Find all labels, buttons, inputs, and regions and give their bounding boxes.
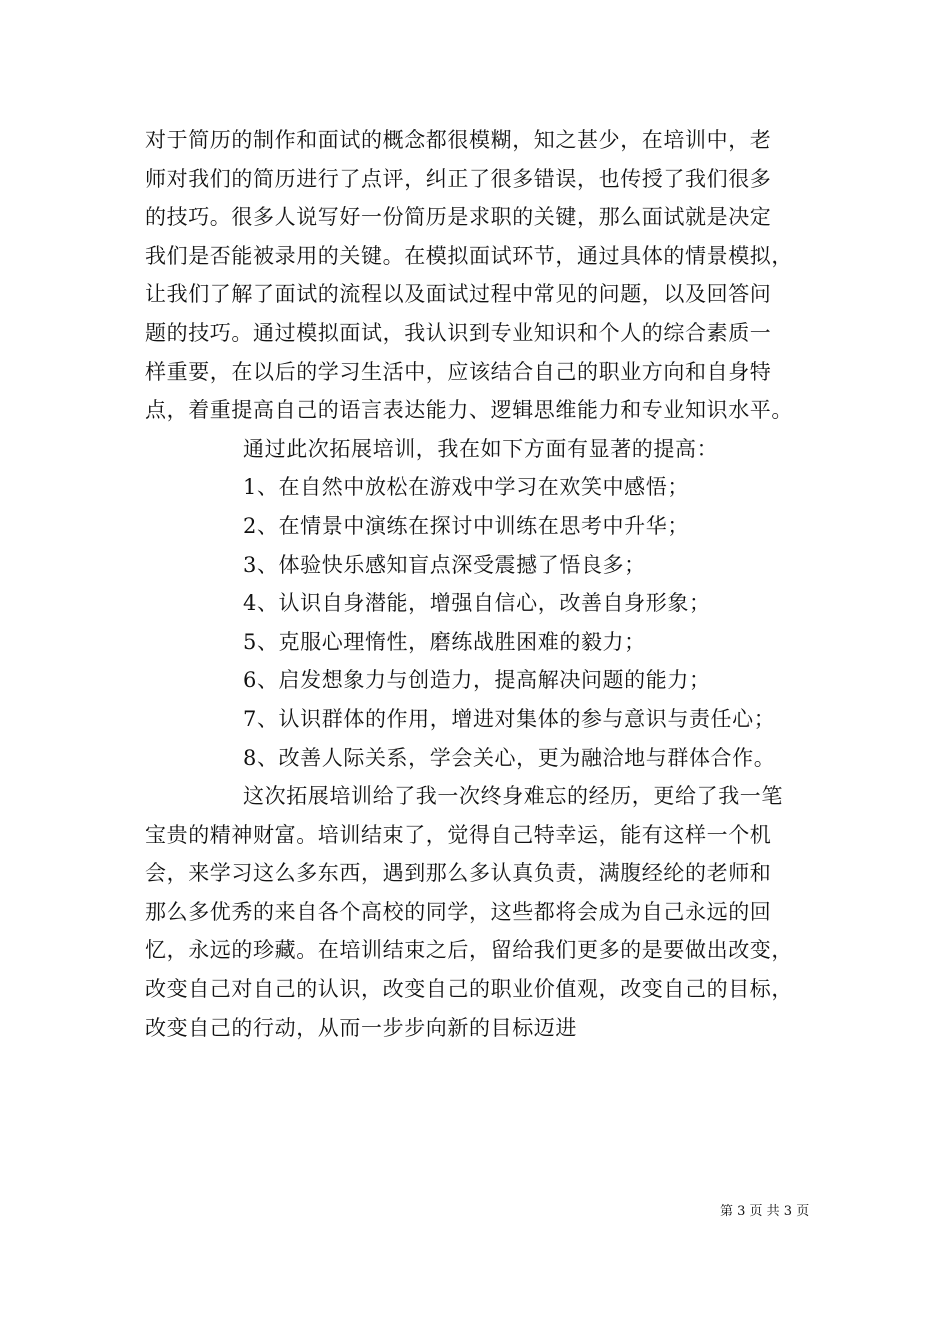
list-item: 8、改善人际关系，学会关心，更为融洽地与群体合作。 bbox=[243, 745, 776, 770]
paragraph-line: 对于简历的制作和面试的概念都很模糊，知之甚少，在培训中，老 bbox=[145, 128, 772, 152]
paragraph-line: 的技巧。很多人说写好一份简历是求职的关键，那么面试就是决定 bbox=[145, 205, 772, 230]
paragraph-line: 忆，永远的珍藏。在培训结束之后，留给我们更多的是要做出改变， bbox=[145, 938, 793, 963]
paragraph-line: 这次拓展培训给了我一次终身难忘的经历，更给了我一笔 bbox=[243, 784, 783, 809]
page-number: 第 3 页 共 3 页 bbox=[720, 1204, 810, 1219]
paragraph-line: 宝贵的精神财富。培训结束了，觉得自己特幸运，能有这样一个机 bbox=[145, 822, 772, 847]
paragraph-line: 点，着重提高自己的语言表达能力、逻辑思维能力和专业知识水平。 bbox=[145, 398, 793, 423]
paragraph-line: 改变自己的行动，从而一步步向新的目标迈进 bbox=[145, 1015, 577, 1040]
list-intro: 通过此次拓展培训，我在如下方面有显著的提高： bbox=[243, 436, 719, 461]
paragraph-line: 我们是否能被录用的关键。在模拟面试环节，通过具体的情景模拟， bbox=[145, 243, 793, 268]
list-item: 7、认识群体的作用，增进对集体的参与意识与责任心； bbox=[243, 706, 776, 731]
paragraph-line: 会，来学习这么多东西，遇到那么多认真负责，满腹经纶的老师和 bbox=[145, 861, 772, 886]
list-item: 5、克服心理惰性，磨练战胜困难的毅力； bbox=[243, 629, 646, 654]
paragraph-line: 师对我们的简历进行了点评，纠正了很多错误，也传授了我们很多 bbox=[145, 166, 772, 191]
paragraph-line: 题的技巧。通过模拟面试，我认识到专业知识和个人的综合素质一 bbox=[145, 320, 772, 345]
paragraph-line: 改变自己对自己的认识，改变自己的职业价值观，改变自己的目标， bbox=[145, 977, 793, 1002]
list-item: 4、认识自身潜能，增强自信心，改善自身形象； bbox=[243, 591, 711, 616]
document-body bbox=[145, 121, 825, 1047]
list-item: 2、在情景中演练在探讨中训练在思考中升华； bbox=[243, 513, 689, 538]
paragraph-line: 样重要，在以后的学习生活中，应该结合自己的职业方向和自身特 bbox=[145, 359, 772, 384]
paragraph-line: 那么多优秀的来自各个高校的同学，这些都将会成为自己永远的回 bbox=[145, 899, 772, 924]
list-item: 6、启发想象力与创造力，提高解决问题的能力； bbox=[243, 668, 711, 693]
list-item: 3、体验快乐感知盲点深受震撼了悟良多； bbox=[243, 552, 646, 577]
list-item: 1、在自然中放松在游戏中学习在欢笑中感悟； bbox=[243, 475, 689, 500]
paragraph-line: 让我们了解了面试的流程以及面试过程中常见的问题，以及回答问 bbox=[145, 282, 772, 307]
